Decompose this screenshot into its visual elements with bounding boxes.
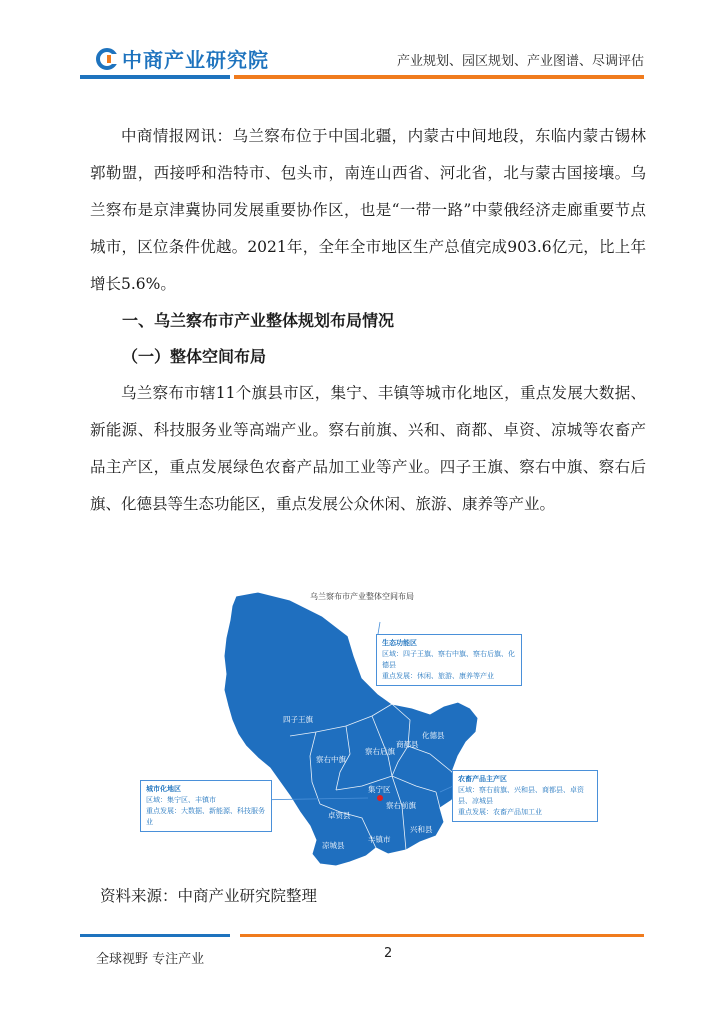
- company-logo: [96, 44, 269, 73]
- map-label-chayouzhong: 察右中旗: [316, 755, 346, 764]
- callout-agri-title: 农畜产品主产区: [458, 775, 507, 783]
- map-label-chayouqian: 察右前旗: [386, 801, 416, 810]
- subsection-heading: （一）整体空间布局: [122, 347, 267, 366]
- header-rule-blue: [80, 75, 230, 79]
- callout-urban-zone: [140, 780, 272, 832]
- article-body: [90, 118, 646, 523]
- map-graphic: [140, 586, 600, 876]
- city-layout-map: [140, 586, 600, 876]
- page-header: [0, 0, 724, 90]
- section-heading: 一、乌兰察布市产业整体规划布局情况: [122, 311, 395, 330]
- footer-slogan: 全球视野 专注产业: [96, 952, 205, 967]
- map-label-xinghe: 兴和县: [410, 825, 433, 834]
- map-title: 乌兰察布市产业整体空间布局: [310, 592, 414, 601]
- source-note: 资料来源：中商产业研究院整理: [100, 887, 318, 905]
- layout-paragraph: 乌兰察布市辖11个旗县市区，集宁、丰镇等城市化地区，重点发展大数据、新能源、科技服务业等高端产业。察右前旗、兴和、商都、卓资、凉城等农畜产品主产区，重点发展绿色农畜产品加工业等产业。四子王旗、察右中旗、察右后旗、化德县等生态功能区，重点发展公众休闲、旅游、康养等产业。: [90, 384, 646, 513]
- callout-urban-region: 区域：集宁区、丰镇市: [146, 796, 216, 804]
- header-tagline: 产业规划、园区规划、产业图谱、尽调评估: [396, 54, 644, 69]
- map-label-huade: 化德县: [422, 731, 445, 740]
- callout-line-eco: [378, 622, 380, 634]
- callout-agri-region: 区域：察右前旗、兴和县、商都县、卓资县、凉城县: [458, 786, 584, 805]
- page-number: 2: [384, 946, 393, 961]
- callout-eco-focus: 重点发展：休闲、旅游、康养等产业: [382, 672, 494, 680]
- callout-agri-zone: [452, 770, 598, 822]
- logo-text: 中商产业研究院: [122, 48, 269, 72]
- header-rule-orange: [234, 75, 644, 79]
- map-label-liangcheng: 凉城县: [322, 841, 345, 850]
- map-label-shangdu: 商都县: [396, 740, 419, 749]
- footer-rule-orange: [240, 934, 644, 937]
- callout-eco-zone: [376, 634, 522, 686]
- map-label-siziwang: 四子王旗: [283, 715, 313, 724]
- callout-agri-focus: 重点发展：农畜产品加工业: [458, 808, 542, 816]
- callout-eco-title: 生态功能区: [382, 639, 417, 647]
- map-label-chayouhou: 察右后旗: [365, 747, 395, 756]
- map-label-zhuozi: 卓资县: [328, 811, 351, 820]
- map-label-fengzhen: 丰镇市: [368, 835, 391, 844]
- callout-urban-focus: 重点发展：大数据、新能源、科技服务业: [146, 807, 265, 826]
- footer-rule-blue: [80, 934, 230, 937]
- callout-eco-region: 区域：四子王旗、察右中旗、察右后旗、化德县: [382, 650, 515, 669]
- logo-icon: [96, 48, 118, 70]
- map-label-jining: 集宁区: [368, 785, 391, 794]
- intro-paragraph: 中商情报网讯：乌兰察布位于中国北疆，内蒙古中间地段，东临内蒙古锡林郭勒盟，西接呼和浩特市、包头市，南连山西省、河北省，北与蒙古国接壤。乌兰察布是京津冀协同发展重要协作区，也是“一带一路”中蒙俄经济走廊重要节点城市，区位条件优越。2021年，全年全市地区生产总值完成903.6亿元，比上年增长5.6%。: [90, 127, 646, 293]
- callout-urban-title: 城市化地区: [146, 785, 181, 793]
- jining-marker: [377, 795, 383, 801]
